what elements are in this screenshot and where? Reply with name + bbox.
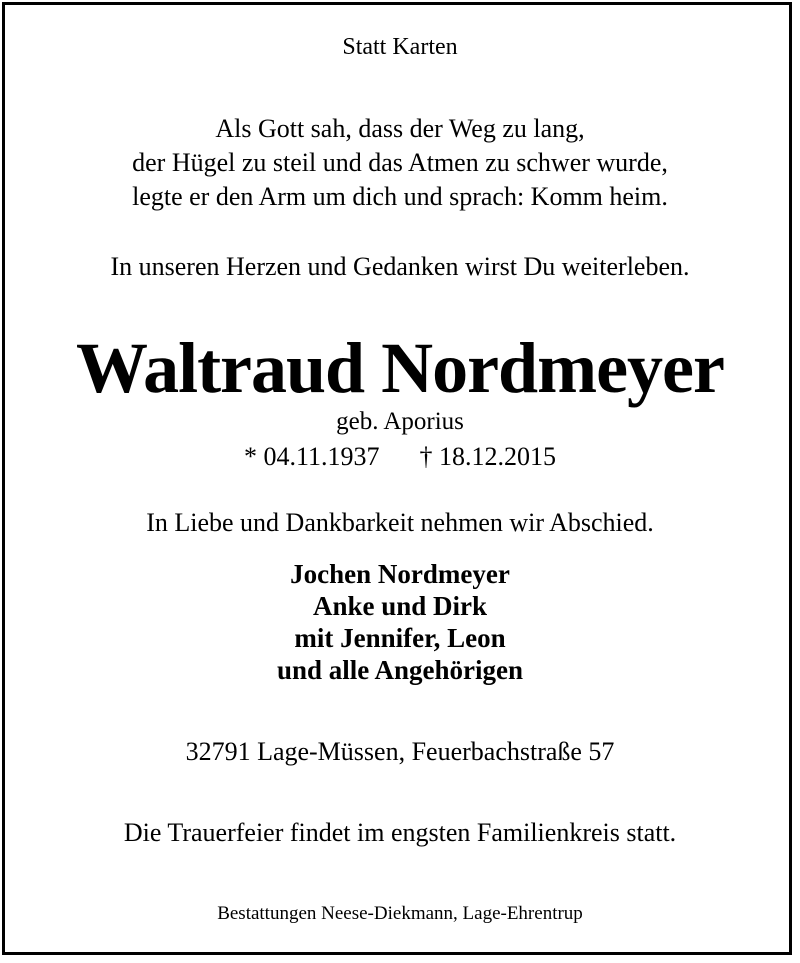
verse-block bbox=[0, 112, 800, 214]
notice-header: Statt Karten bbox=[342, 34, 458, 60]
birth-date: * 04.11.1937 bbox=[243, 442, 380, 471]
mourner-line: mit Jennifer, Leon bbox=[294, 623, 506, 653]
deceased-name: Waltraud Nordmeyer bbox=[76, 328, 724, 408]
farewell-line: In Liebe und Dankbarkeit nehmen wir Abschied. bbox=[146, 508, 654, 537]
verse-line: legte er den Arm um dich und sprach: Komm heim. bbox=[132, 182, 668, 211]
verse-line: der Hügel zu steil und das Atmen zu schwer wurde, bbox=[132, 148, 668, 177]
mourner-line: Jochen Nordmeyer bbox=[290, 559, 510, 589]
mourners-list bbox=[0, 558, 800, 686]
service-note: Die Trauerfeier findet im engsten Familienkreis statt. bbox=[123, 818, 677, 847]
mourner-line: und alle Angehörigen bbox=[276, 655, 524, 685]
memory-line: In unseren Herzen und Gedanken wirst Du weiterleben. bbox=[110, 252, 690, 281]
maiden-name: geb. Aporius bbox=[336, 408, 464, 435]
family-address: 32791 Lage-Müssen, Feuerbachstraße 57 bbox=[185, 737, 615, 766]
mourner-line: Anke und Dirk bbox=[312, 591, 488, 621]
verse-line: Als Gott sah, dass der Weg zu lang, bbox=[215, 114, 585, 143]
undertaker-credit: Bestattungen Neese-Diekmann, Lage-Ehrentrup bbox=[217, 903, 583, 924]
death-date: † 18.12.2015 bbox=[419, 442, 557, 471]
life-dates bbox=[0, 442, 800, 472]
